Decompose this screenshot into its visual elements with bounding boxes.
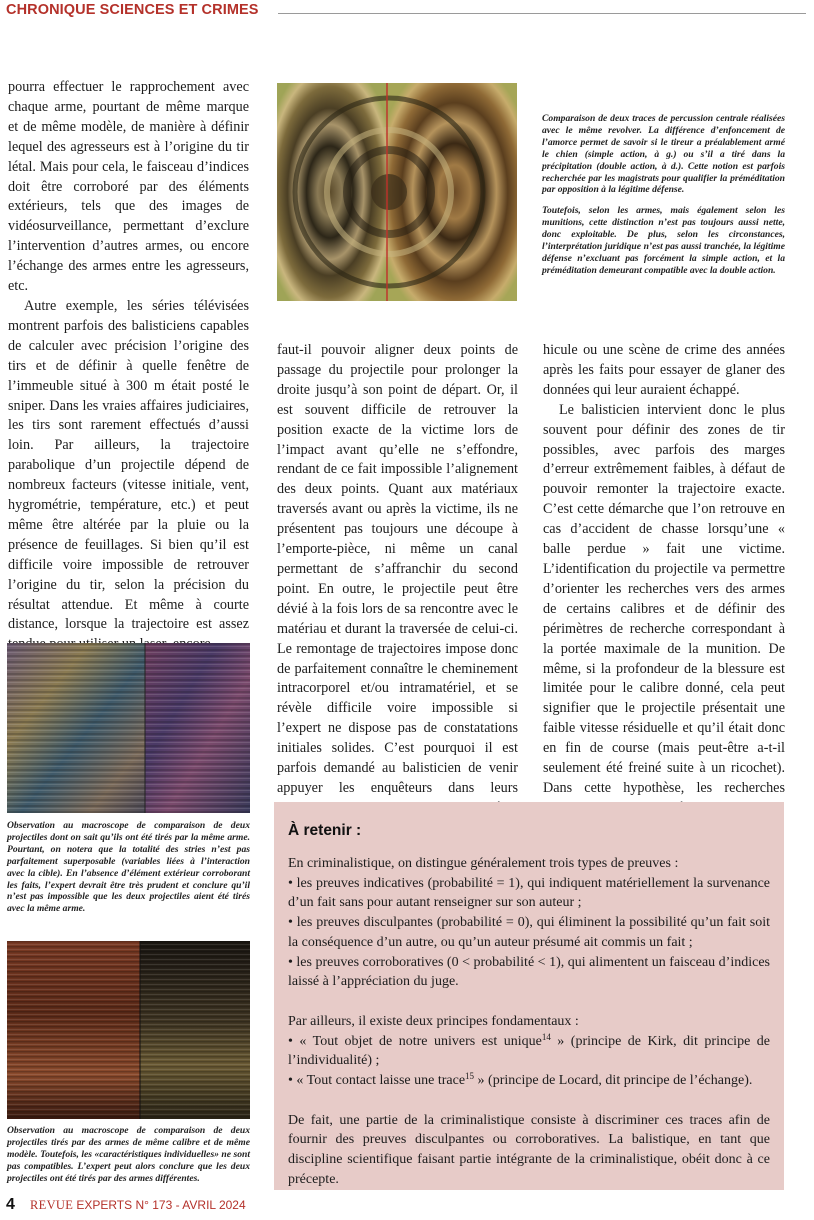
principle-locard <box>288 1071 770 1091</box>
page-number: 4 <box>6 1196 15 1213</box>
journal-issue: EXPERTS N° 173 - AVRIL 2024 <box>76 1198 246 1212</box>
takeaway-text: En criminalistique, on distingue généralement trois types de preuves : <box>288 856 679 871</box>
caption-paragraph: Toutefois, selon les armes, mais également selon les munitions, cette distinction n’est pas toujours aussi nette, donc exploitable. De plus, selon les circonstances, l’interprétation juridique n’est pas aussi tranchée, la légitime défense n’excluant pas forcément la simple action, et la préméditation demeurant compatible avec la double action. <box>542 205 785 276</box>
principle-text: » (principe de Kirk, dit principe de l’individualité) ; <box>288 1033 770 1069</box>
striations-same-weapon-caption <box>7 820 250 924</box>
striations-different-weapons-caption <box>7 1125 250 1194</box>
percussion-comparison-photo <box>277 83 517 301</box>
key-takeaways-box <box>274 802 784 1190</box>
key-takeaways-title: À retenir : <box>288 822 362 839</box>
article-paragraph: pourra effectuer le rapprochement avec chaque arme, pourtant de même marque et de même modèle, de manière à définir lequel des agresseurs est à l’origine du tir létal. Mais pour cela, le faisceau d’indices doit être corroboré par des éléments extérieurs, tels que des images de vidéosurveillance, permettant d’exclure l’intervention d’autres armes, ou encore l’échange des armes entre les agresseurs, etc. <box>8 79 249 295</box>
article-paragraph: Le balisticien intervient donc le plus souvent pour définir des zones de tir possibles, avec parfois des marges d’erreur extrêmement faibles, à défaut de pouvoir remonter la trajectoire exacte. C’est cette démarche que l’on retrouve en cas d’accident de chasse lorsqu’une « balle perdue » fait une victime. L’identification du projectile va permettre d’orienter les recherches vers des armes de certains calibres et de définir des périmètres de recherche correspondant à la portée maximale de la munition. De même, si la profondeur de la blessure est limitée pour le calibre donné, cela peut signifier que le projectile présentait une faible vitesse résiduelle et qu’il était donc en fin de course (mais peut-être a-t-il seulement été freiné suite à un ricochet). Dans cette hypothèse, les recherches <box>543 401 785 796</box>
article-column-3 <box>543 341 785 819</box>
article-paragraph: hicule ou une scène de crime des années après les faits pour essayer de glaner des données qui leur auraient échappé. <box>543 342 785 398</box>
striations-different-weapons-photo <box>7 941 250 1119</box>
principle-text: • « Tout objet de notre univers est unique <box>288 1033 542 1049</box>
takeaway-conclusion: De fait, une partie de la criminalistique consiste à discriminer ces traces afin de fournir des preuves disculpantes ou corroboratives. La balistique, en tant que discipline scientifique faisant partie intégrante de la criminalistique, obéit donc à ce précepte. <box>288 1112 770 1187</box>
header-rule <box>278 13 806 14</box>
takeaway-bullet: • les preuves indicatives (probabilité = 1), qui indiquent matériellement la survenance d’un fait sans pour autant renseigner sur son auteur ; <box>288 875 770 911</box>
journal-brand: REVUE <box>30 1198 74 1212</box>
article-column-2 <box>277 341 518 819</box>
article-column-1 <box>8 78 249 655</box>
caption-paragraph: Observation au macroscope de comparaison de deux projectiles tirés par des armes de même calibre et de même modèle. Toutefois, les «caractéristiques individuelles» ne sont pas compatibles. L’expert peut alors conclure que les deux projectiles ont été tirés par des armes différentes. <box>7 1125 250 1184</box>
caption-paragraph: Observation au macroscope de comparaison de deux projectiles dont on sait qu’ils ont été tirés par la même arme. Pourtant, on notera que la totalité des stries n’est pas parfaitement superposable (variables liées à l’interaction avec la cible). En l’absence d’élément extérieur corroborant les faits, l’expert devrait être très prudent et conclure qu’il n’est pas impossible que les deux projectiles aient été tirés avec la même arme. <box>7 820 250 915</box>
page-footer <box>6 1196 246 1214</box>
key-takeaways-body <box>288 854 770 1190</box>
section-rubric: CHRONIQUE SCIENCES ET CRIMES <box>6 2 259 18</box>
caption-paragraph: Comparaison de deux traces de percussion centrale réalisées avec le même revolver. La différence d’enfoncement de l’amorce permet de savoir si le tireur a préalablement armé le chien (simple action, à g.) ou s’il a tiré dans la précipitation (double action, à d.). Cette notion est parfois recherchée par les magistrats pour qualifier la préméditation par opposition à la légitime défense. <box>542 113 785 196</box>
footnote-ref: 14 <box>541 1031 551 1042</box>
takeaway-text: Par ailleurs, il existe deux principes fondamentaux : <box>288 1013 579 1029</box>
percussion-caption <box>542 113 785 286</box>
striations-same-weapon-photo <box>7 643 250 813</box>
principle-text: • « Tout contact laisse une trace <box>288 1073 466 1089</box>
footnote-ref: 15 <box>465 1071 475 1082</box>
article-paragraph: Autre exemple, les séries télévisées montrent parfois des balisticiens capables de calculer avec précision l’origine des tirs et de définir à quelle fenêtre de l’immeuble situé à 300 m était posté le sniper. Dans les vraies affaires judiciaires, les tirs sont rarement effectués d’aussi loin. Par ailleurs, la trajectoire parabolique d’un projectile dépend de nombreux facteurs (vitesse initiale, vent, hygrométrie, température, etc.) et peut même être altérée par la pluie ou la présence de feuillages. Si bien qu’il est difficile voire impossible de retrouver l’origine du tir, selon la précision du résultat attendue. Et même à courte distance, lorsque la trajectoire est assez <box>8 297 249 633</box>
principle-kirk <box>288 1032 770 1071</box>
principle-text: » (principe de Locard, dit principe de l’échange). <box>474 1073 753 1089</box>
article-paragraph: faut-il pouvoir aligner deux points de passage du projectile pour prolonger la droite jusqu’à son point de départ. Or, il est souvent difficile de retrouver la position exacte de la victime lors de l’impact avant qu’elle ne s’effondre, rendant de ce fait impossible l’alignement des deux points. Quant aux matériaux traversés avant ou après la victime, ils ne présentent pas toujours une découpe à l’emporte-pièce, ni même un canal permettant de s’affranchir du second point. En outre, le projectile peut être dévié à la fois lors de sa rencontre avec le matériau et durant la traversée de celui-ci. Le remontage de trajectoires impose donc de parfaitement connaître le cheminement intracorporel et/ou intramatériel, et se révèle difficile voire impossible si l’expert ne dispose pas de constatations initiales solides. C’est pourquoi il est parfois demandé au balisticien de venir appuyer les enquêteurs dans leurs <box>277 342 518 796</box>
takeaway-bullet: • les preuves corroboratives (0 < probabilité < 1), qui alimentent un faisceau d’indices laissé à l’appréciation du juge. <box>288 954 770 990</box>
takeaway-bullet: • les preuves disculpantes (probabilité = 0), qui éliminent la possibilité qu’un fait soit la conséquence d’un autre, ou qu’un auteur présumé ait commis un fait ; <box>288 915 770 950</box>
